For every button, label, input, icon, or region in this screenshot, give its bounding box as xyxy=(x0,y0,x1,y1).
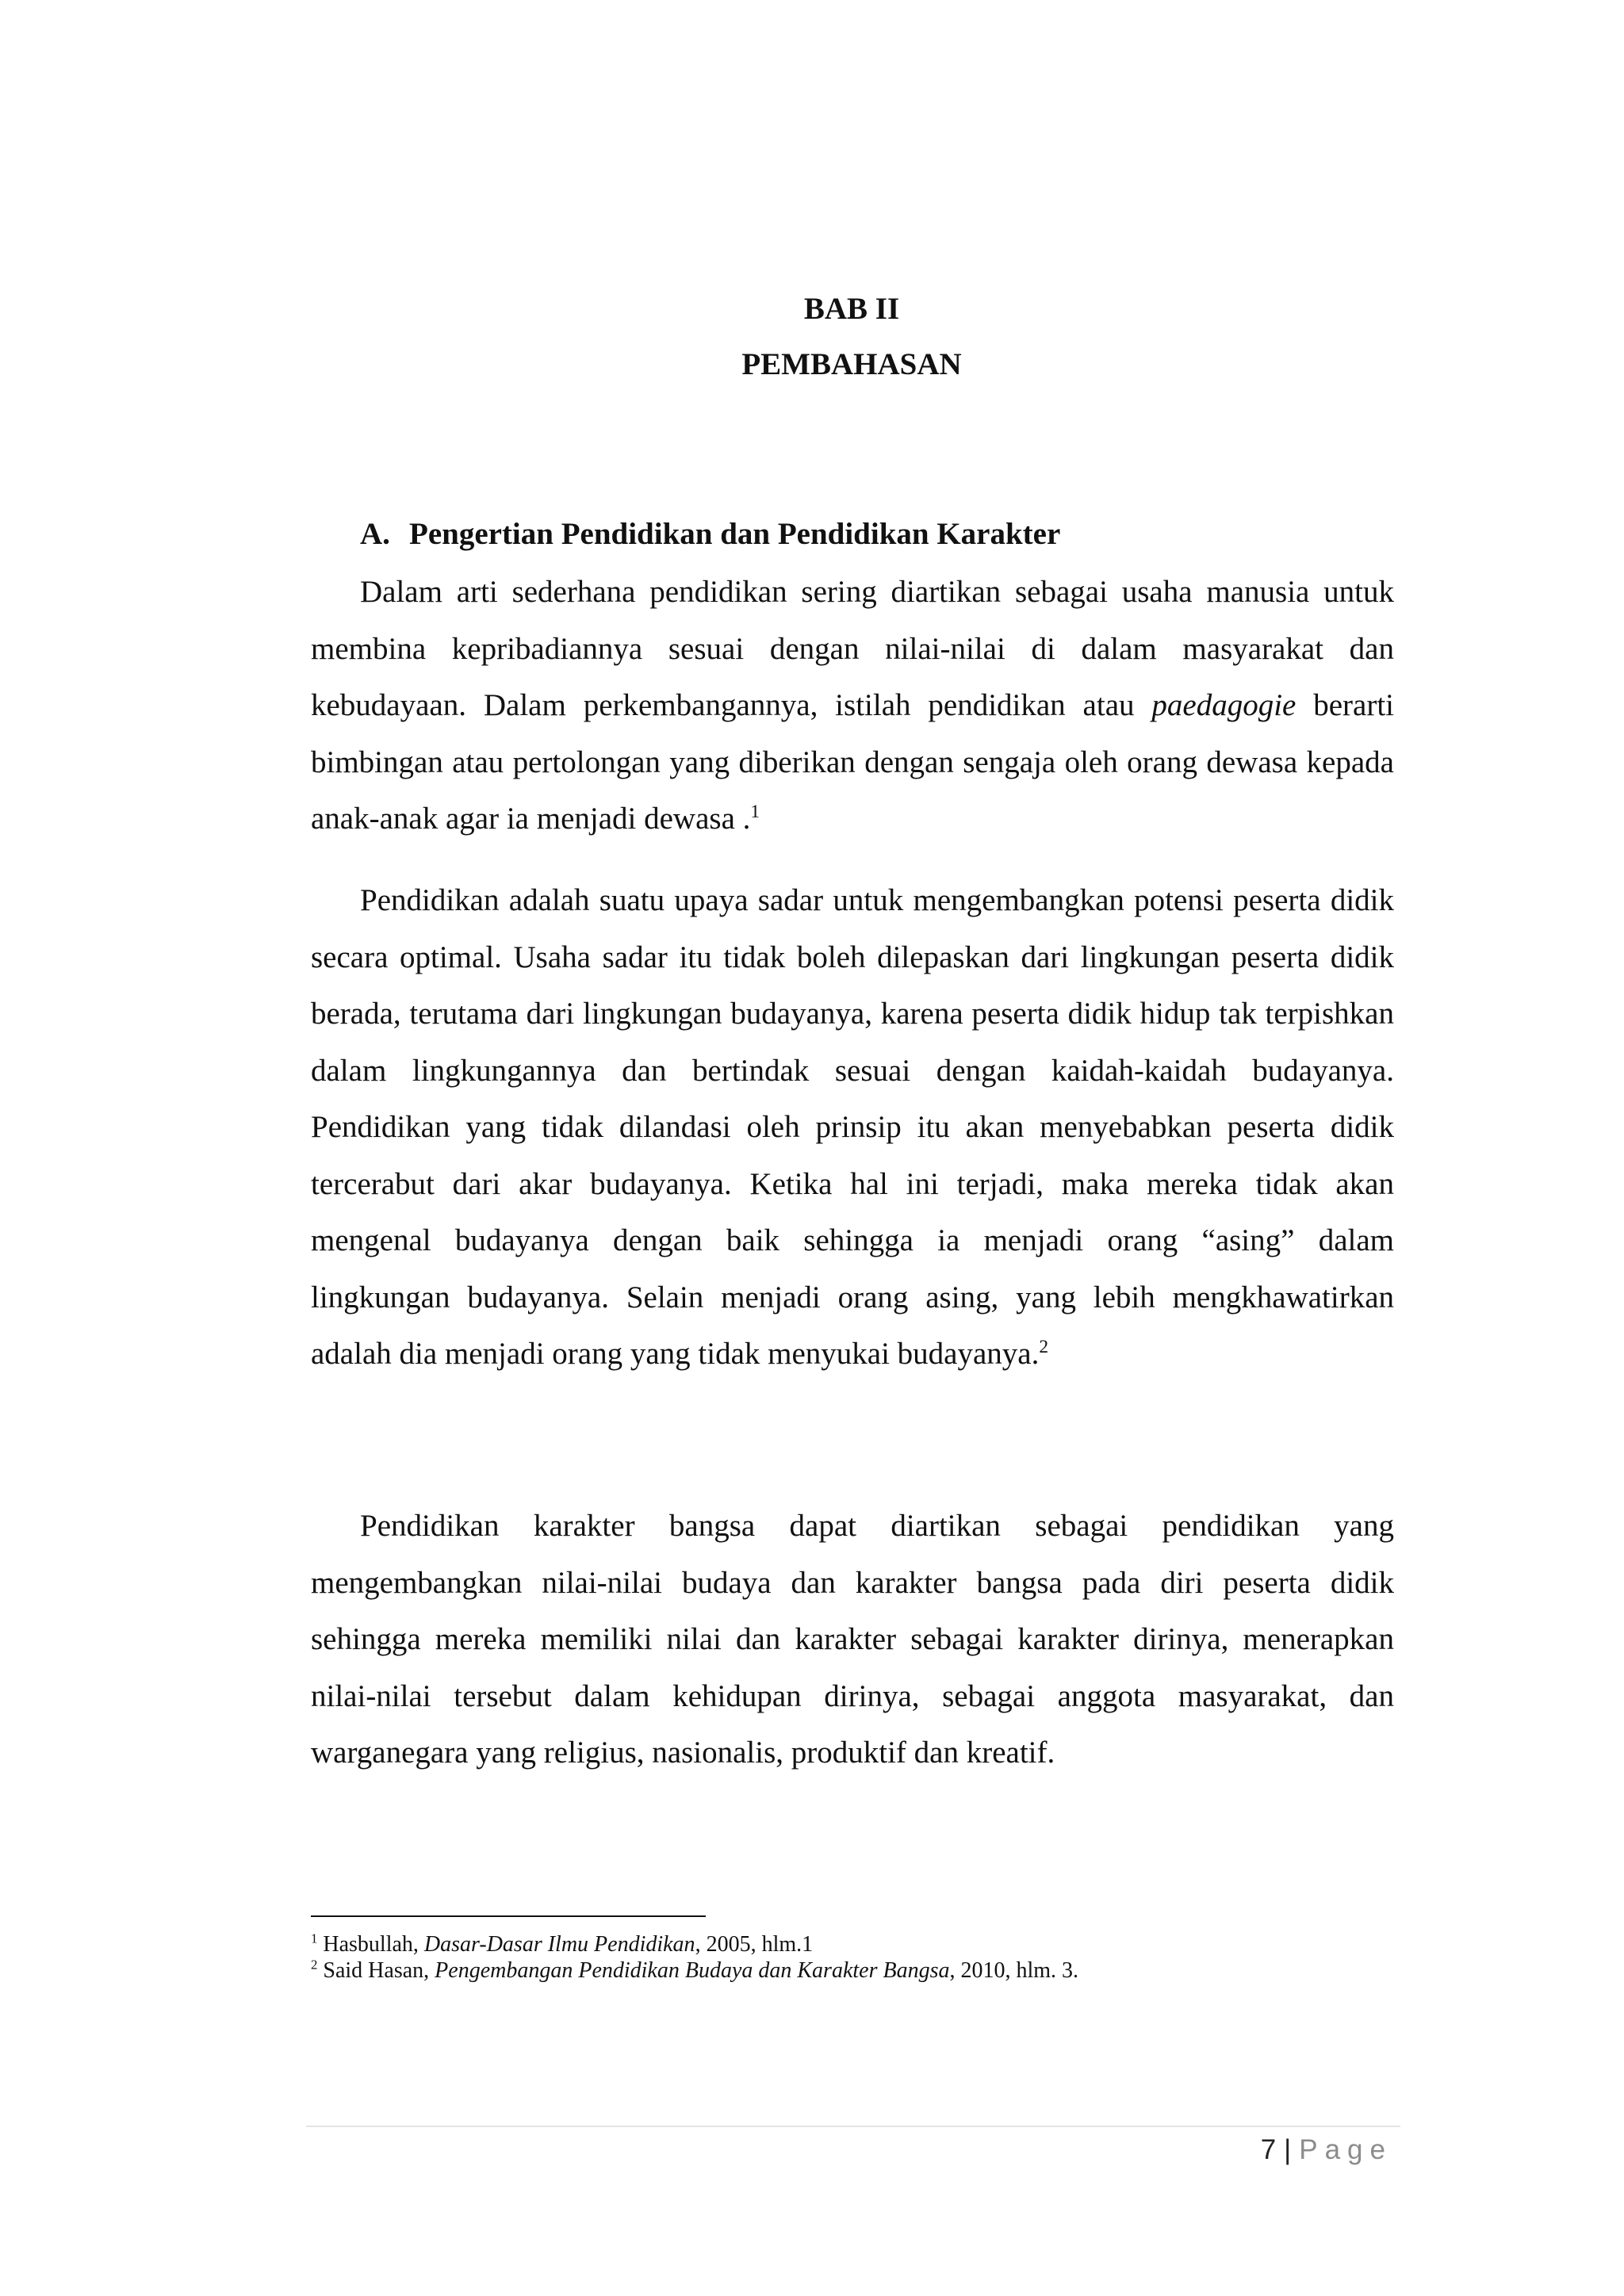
footnote-2-author: Said Hasan, xyxy=(317,1958,435,1983)
footnotes xyxy=(311,1931,1394,1984)
footnote-2-details: , 2010, hlm. 3. xyxy=(949,1958,1079,1983)
footnote-separator xyxy=(311,1915,706,1917)
paragraph-3 xyxy=(311,1498,1394,1781)
paragraph-1-text-a: Dalam arti sederhana pendidikan sering diartikan sebagai usaha manusia untuk membina kepribadiannya sesuai dengan nilai-nilai di dalam masyarakat dan kebudayaan. Dalam perkembangannya, istilah pendidikan atau xyxy=(311,575,1394,722)
page-label: Page xyxy=(1299,2134,1392,2165)
section-title: Pengertian Pendidikan dan Pendidikan Karakter xyxy=(409,517,1061,551)
paragraph-1 xyxy=(311,564,1394,848)
paragraph-3-text: Pendidikan karakter bangsa dapat diartikan sebagai pendidikan yang mengembangkan nilai-nilai budaya dan karakter bangsa pada diri peserta didik sehingga mereka memiliki nilai dan karakter sebagai karakter dirinya, menerapkan nilai-nilai tersebut dalam kehidupan dirinya, sebagai anggota masyarakat, dan warganegara yang religius, nasionalis, produktif dan kreatif. xyxy=(311,1509,1394,1770)
section-heading xyxy=(360,515,1060,553)
footnote-ref-1[interactable]: 1 xyxy=(750,802,760,822)
footnote-1-details: , 2005, hlm.1 xyxy=(695,1932,814,1957)
footnote-2 xyxy=(311,1957,1394,1984)
page-number xyxy=(1261,2133,1392,2168)
paragraph-1-text-b: berarti bimbingan atau pertolongan yang diberikan dengan sengaja oleh orang dewasa kepada anak-anak agar ia menjadi dewasa . xyxy=(311,688,1394,836)
paragraph-2-text: Pendidikan adalah suatu upaya sadar untuk mengembangkan potensi peserta didik secara optimal. Usaha sadar itu tidak boleh dilepaskan dari lingkungan peserta didik berada, terutama dari lingkungan budayanya, karena peserta didik hidup tak terpishkan dalam lingkungannya dan bertindak sesuai dengan kaidah-kaidah budayanya. Pendidikan yang tidak dilandasi oleh prinsip itu akan menyebabkan peserta didik tercerabut dari akar budayanya. Ketika hal ini terjadi, maka mereka tidak akan mengenal budayanya dengan baik sehingga ia menjadi orang “asing” dalam lingkungan budayanya. Selain menjadi orang asing, yang lebih mengkhawatirkan adalah dia menjadi orang yang tidak menyukai budayanya. xyxy=(311,883,1394,1371)
chapter-number: BAB II xyxy=(803,292,900,326)
section-letter: A. xyxy=(360,517,390,551)
chapter-title: PEMBAHASAN xyxy=(741,347,962,381)
footer-separator xyxy=(306,2126,1400,2127)
page-number-separator: | xyxy=(1284,2134,1292,2165)
page-number-value: 7 xyxy=(1260,2134,1277,2165)
footnote-1-title: Dasar-Dasar Ilmu Pendidikan xyxy=(423,1932,695,1957)
footnote-2-title: Pengembangan Pendidikan Budaya dan Karakter Bangsa xyxy=(435,1958,950,1983)
footnote-1-author: Hasbullah, xyxy=(317,1932,424,1957)
paragraph-1-italic-term: paedagogie xyxy=(1151,688,1297,722)
footnote-2-mark: 2 xyxy=(311,1957,318,1973)
paragraph-2 xyxy=(311,872,1394,1383)
footnote-1-mark: 1 xyxy=(311,1931,318,1946)
footnote-1 xyxy=(311,1931,1394,1957)
footnote-ref-2[interactable]: 2 xyxy=(1039,1337,1049,1357)
